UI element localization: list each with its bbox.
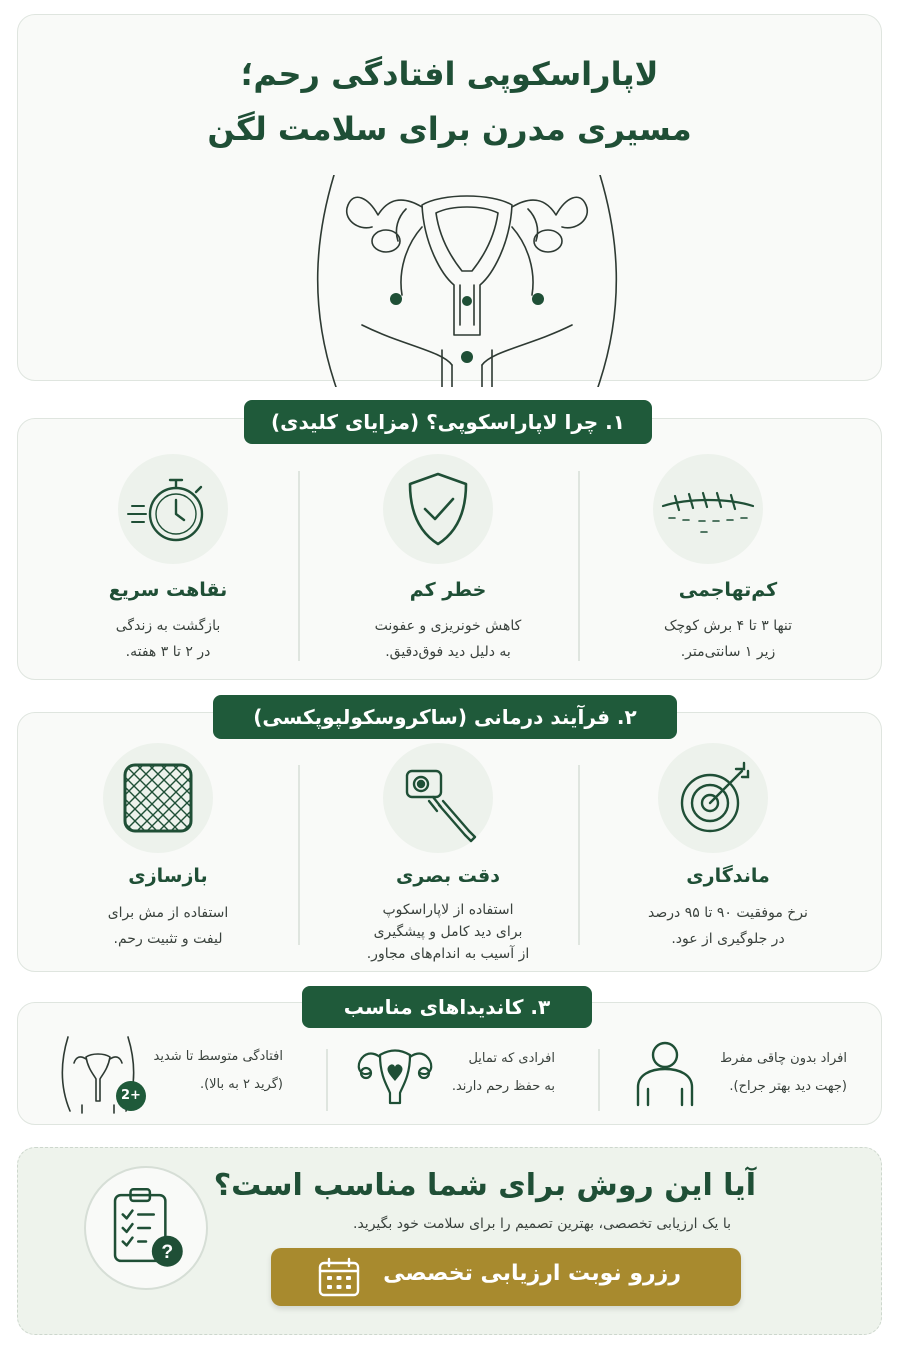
hero-title-line1: لاپاراسکوپی افتادگی رحم؛ xyxy=(240,55,659,93)
procedure-text xyxy=(598,900,858,952)
procedure-text-line: نرخ موفقیت ۹۰ تا ۹۵ درصد xyxy=(648,905,808,921)
procedure-text-line: برای دید کامل و پیشگیری xyxy=(373,924,523,940)
clipboard-question-icon xyxy=(84,1166,208,1290)
procedure-title: بازسازی xyxy=(128,865,208,887)
benefit-title: کم‌تهاجمی xyxy=(678,579,778,601)
cta-card xyxy=(17,1147,882,1335)
benefit-text-line: زیر ۱ سانتی‌متر. xyxy=(680,644,776,660)
benefit-title: نقاهت سریع xyxy=(108,579,228,601)
target-icon xyxy=(658,743,768,853)
section-benefits xyxy=(17,418,882,680)
procedure-text-line: در جلوگیری از عود. xyxy=(671,931,785,947)
candidate-text-line: به حفظ رحم دارند. xyxy=(451,1079,555,1094)
benefit-fast-recovery xyxy=(28,419,308,681)
section-heading-candidates: ۳. کاندیداهای مناسب xyxy=(302,986,592,1028)
benefit-low-risk xyxy=(308,419,588,681)
uterus-heart-icon xyxy=(352,1043,438,1107)
hero-title-line2: مسیری مدرن برای سلامت لگن xyxy=(207,110,692,148)
procedure-text-line: از آسیب به اندام‌های مجاور. xyxy=(366,946,530,962)
procedure-text xyxy=(38,900,298,952)
procedure-text-line: استفاده از مش برای xyxy=(107,905,229,921)
procedure-visual-precision xyxy=(308,713,588,973)
benefit-text xyxy=(38,613,298,665)
candidate-text xyxy=(452,1045,555,1101)
candidate-text xyxy=(154,1043,284,1099)
section-heading-benefits: ۱. چرا لاپاراسکوپی؟ (مزایای کلیدی) xyxy=(244,400,652,444)
benefit-text xyxy=(598,613,858,665)
procedure-text xyxy=(318,899,578,965)
shield-check-icon xyxy=(383,454,493,564)
candidate-text-line: (جهت دید بهتر جراح). xyxy=(729,1079,847,1094)
person-icon xyxy=(632,1039,698,1109)
laparoscope-icon xyxy=(383,743,493,853)
cta-subtitle: با یک ارزیابی تخصصی، بهترین تصمیم را برای سلامت خود بگیرید. xyxy=(353,1216,731,1232)
stopwatch-icon xyxy=(118,454,228,564)
procedure-title: ماندگاری xyxy=(686,865,770,887)
procedure-text-line: استفاده از لاپاراسکوپ xyxy=(382,902,514,918)
procedure-reconstruction xyxy=(28,713,308,973)
candidate-text-line: افراد بدون چاقی مفرط xyxy=(720,1051,847,1066)
svg-text:?: ? xyxy=(161,1241,174,1263)
divider xyxy=(326,1049,328,1111)
procedure-title: دقت بصری xyxy=(395,865,500,887)
book-appointment-button-label: رزرو نوبت ارزیابی تخصصی xyxy=(383,1261,681,1286)
candidate-text xyxy=(720,1045,847,1101)
cta-title: آیا این روش برای شما مناسب است؟ xyxy=(213,1168,756,1203)
section-heading-procedure: ۲. فرآیند درمانی (ساکروسکولپوپکسی) xyxy=(213,695,677,739)
benefit-text-line: تنها ۳ تا ۴ برش کوچک xyxy=(663,618,793,634)
benefit-text-line: در ۲ تا ۳ هفته. xyxy=(125,644,211,660)
procedure-durability xyxy=(588,713,868,973)
benefit-text-line: کاهش خونریزی و عفونت xyxy=(374,618,522,634)
benefit-minimally-invasive xyxy=(588,419,868,681)
hero-card xyxy=(17,14,882,381)
procedure-text-line: لیفت و تثبیت رحم. xyxy=(113,931,223,947)
book-appointment-button[interactable] xyxy=(271,1248,741,1306)
benefit-text-line: به دلیل دید فوق‌دقیق. xyxy=(385,644,511,660)
benefit-text xyxy=(318,613,578,665)
mesh-icon xyxy=(103,743,213,853)
incision-icon xyxy=(653,454,763,564)
calendar-icon xyxy=(317,1257,361,1297)
candidate-text-line: (گرید ۲ به بالا). xyxy=(199,1077,283,1092)
benefit-title: خطر کم xyxy=(409,579,487,601)
benefit-text-line: بازگشت به زندگی xyxy=(115,618,221,634)
grade-badge: 2+ xyxy=(116,1081,146,1111)
divider xyxy=(598,1049,600,1111)
candidate-text-line: افرادی که تمایل xyxy=(468,1051,555,1066)
candidate-text-line: افتادگی متوسط تا شدید xyxy=(153,1049,283,1064)
section-procedure xyxy=(17,712,882,972)
pelvic-anatomy-illustration xyxy=(302,175,632,387)
